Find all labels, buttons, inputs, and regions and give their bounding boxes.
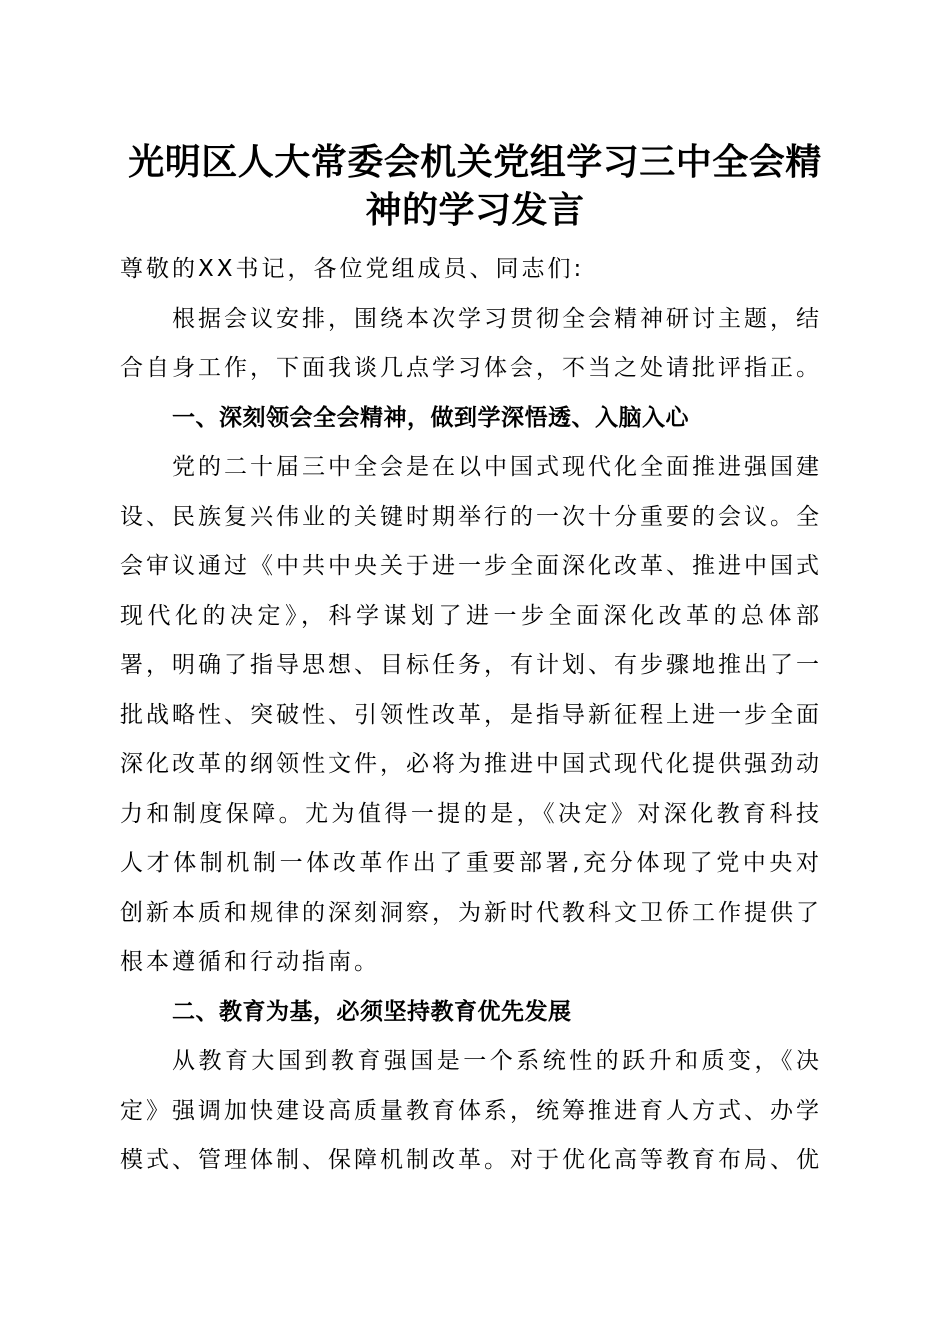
section-1-paragraph: 党的二十届三中全会是在以中国式现代化全面推进强国建设、民族复兴伟业的关键时期举行的一次十分重要的会议。全会审议通过《中共中央关于进一步全面深化改革、推进中国式现代化的决定》，科学谋划了进一步全面深化改革的总体部署，明确了指导思想、目标任务，有计划、有步骤地推出了一批战略性、突破性、引领性改革，是指导新征程上进一步全面深化改革的纲领性文件，必将为推进中国式现代化提供强劲动力和制度保障。尤为值得一提的是，《决定》对深化教育科技人才体制机制一体改革作出了重要部署,充分体现了党中央对创新本质和规律的深刻洞察，为新时代教科文卫侨工作提供了根本遵循和行动指南。 [120,454,822,975]
title-line-2: 神的学习发言 [365,189,585,231]
salutation: 尊敬的XX书记，各位党组成员、同志们: [120,256,585,282]
section-2-heading: 二、教育为基，必须坚持教育优先发展 [172,998,572,1025]
document-body [120,245,822,1186]
title-line-1: 光明区人大常委会机关党组学习三中全会精 [128,141,822,183]
intro-paragraph: 根据会议安排，围绕本次学习贯彻全会精神研讨主题，结合自身工作，下面我谈几点学习体会，不当之处请批评指正。 [120,305,822,381]
section-2-paragraph: 从教育大国到教育强国是一个系统性的跃升和质变，《决定》强调加快建设高质量教育体系，统筹推进育人方式、办学模式、管理体制、保障机制改革。对于优化高等教育布局、优 [120,1048,822,1173]
document-title [100,138,850,234]
section-1-heading: 一、深刻领会全会精神，做到学深悟透、入脑入心 [172,404,689,431]
